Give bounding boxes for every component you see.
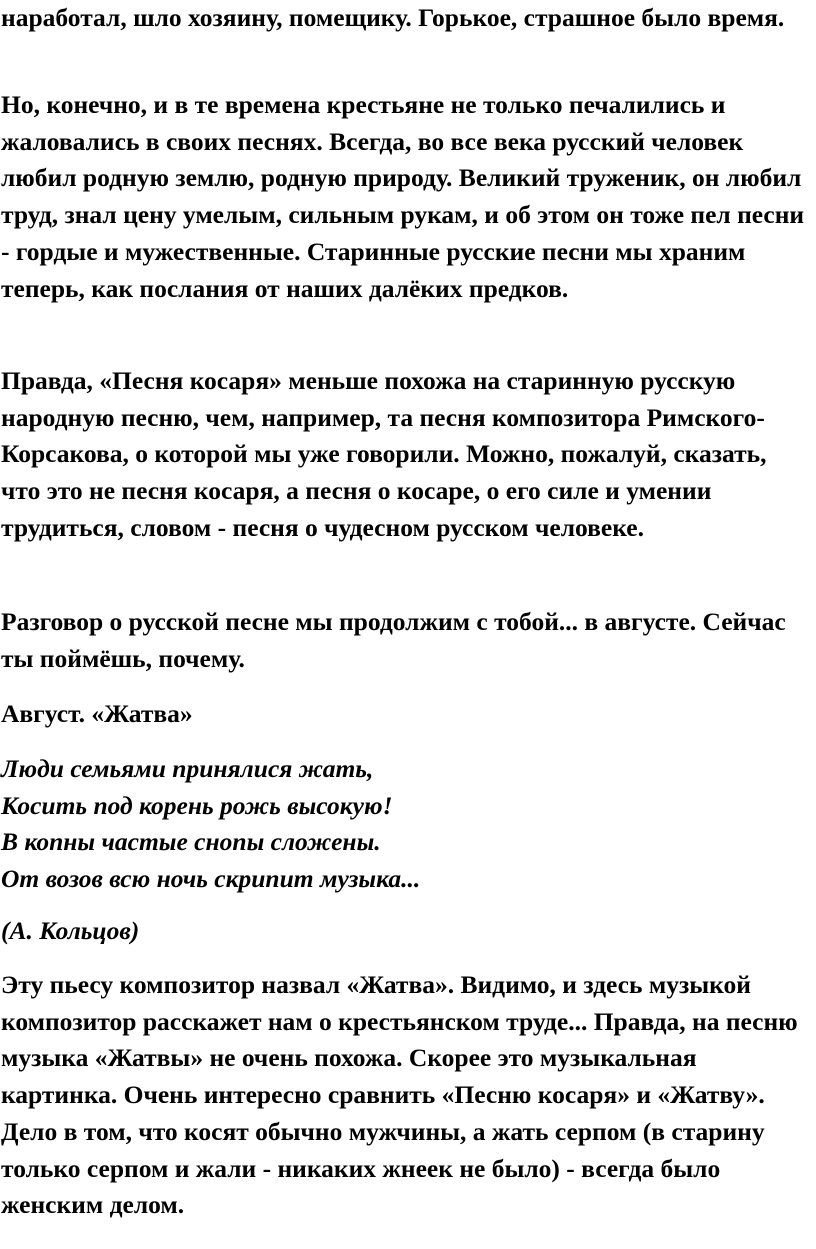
poem-block [1, 751, 808, 898]
poem-line: В копны частые снопы сложены. [1, 827, 381, 857]
paragraph-mower-song: Правда, «Песня косаря» меньше похожа на старинную русскую народную песню, чем, например, та песня композитора Римского-Корсакова, о которой мы уже говорили. Можно, пожалуй, сказать, что это не песня косаря, а песня о косаре, о его силе и умении трудиться, словом - песня о чудесном русском человеке. [1, 366, 767, 542]
poem-line: Люди семьями принялися жать, [1, 754, 374, 783]
paragraph-harvest: Эту пьесу композитор назвал «Жатва». Видимо, и здесь музыкой композитор расскажет нам о крестьянском труде... Правда, на песню музыка «Жатвы» не очень похожа. Скорее это музыкальная картинка. Очень интересно сравнить «Песню косаря» и «Жатву». Дело в том, что косят обычно мужчины, а жать серпом (в старину только серпом и жали - никаких жнеек не было) - всегда было женским делом. [1, 970, 798, 1220]
section-heading: Август. «Жатва» [1, 699, 193, 728]
poem-line: Косить под корень рожь высокую! [1, 790, 393, 820]
paragraph-intro-end: наработал, шло хозяину, помещику. Горькое, страшное было время. [1, 3, 785, 32]
paragraph-peasant-songs: Но, конечно, и в те времена крестьяне не только печалились и жаловались в своих песнях. Всегда, во все века русский человек любил родную землю, родную природу. Великий труженик, он любил труд, знал цену умелым, сильным рукам, и об этом он тоже пел песни - гордые и мужественные. Старинные русские песни мы храним теперь, как послания от наших далёких предков. [1, 90, 805, 303]
paragraph-august-teaser: Разговор о русской песне мы продолжим с тобой... в августе. Сейчас ты поймёшь, почему. [1, 607, 786, 673]
poem-line: От возов всю ночь скрипит музыка... [1, 864, 421, 894]
poem-author: (А. Кольцов) [1, 916, 140, 945]
